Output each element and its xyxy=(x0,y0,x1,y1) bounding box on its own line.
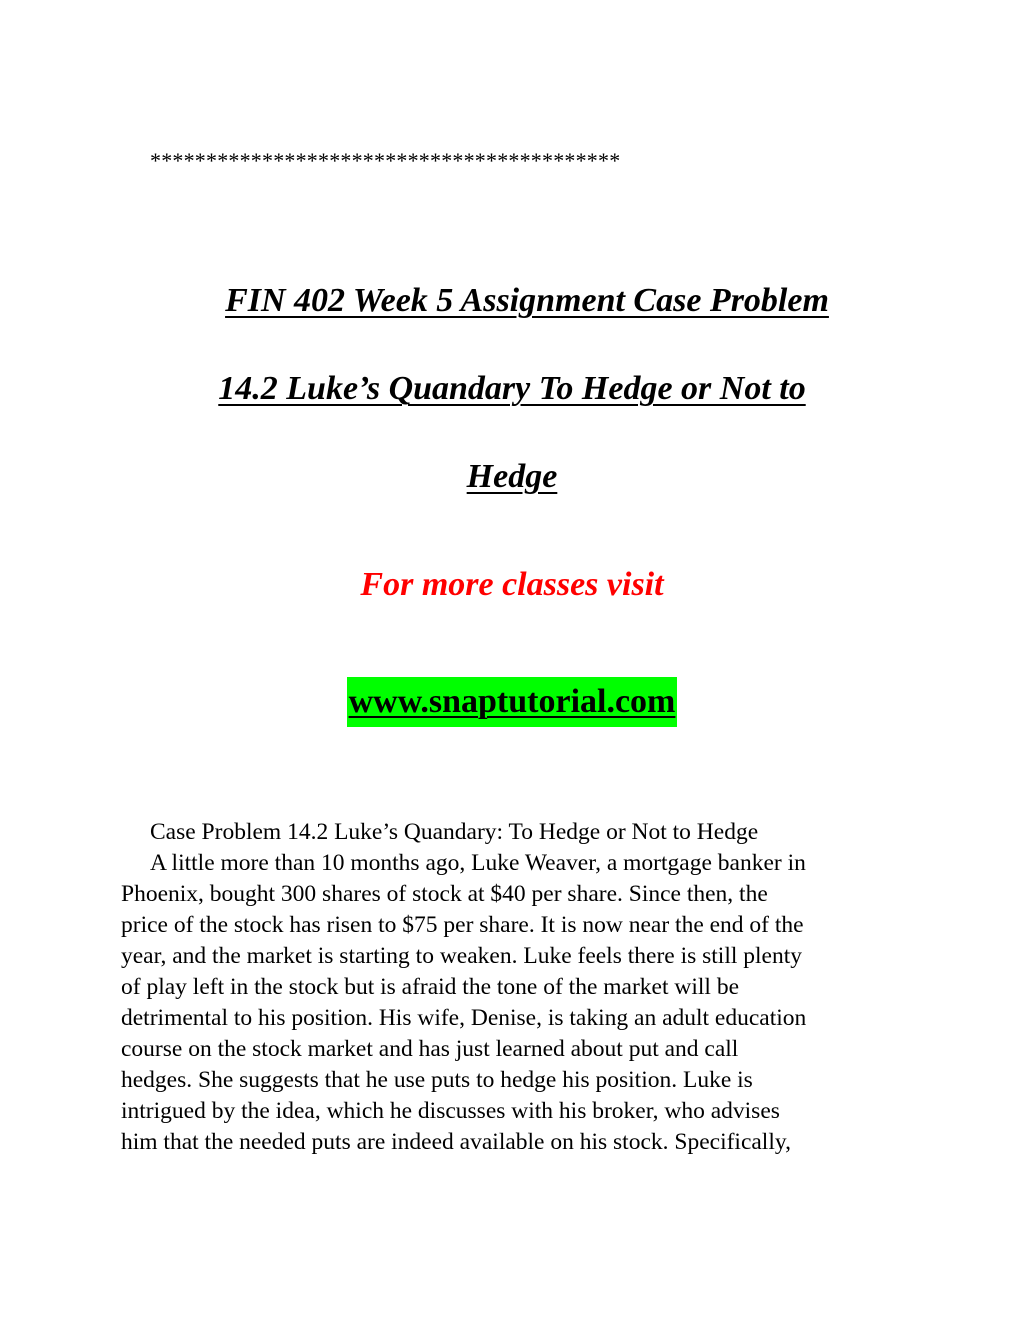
body-line: price of the stock has risen to $75 per share. It is now near the end of the xyxy=(121,912,804,938)
case-body xyxy=(121,817,911,1158)
promo-url-container xyxy=(0,677,1024,727)
body-line: him that the needed puts are indeed available on his stock. Specifically, xyxy=(121,1129,791,1155)
body-line: hedges. She suggests that he use puts to hedge his position. Luke is xyxy=(121,1067,753,1093)
promo-visit-text: For more classes visit xyxy=(360,566,664,603)
title-line-2: 14.2 Luke’s Quandary To Hedge or Not to xyxy=(218,370,806,407)
title-line-1: FIN 402 Week 5 Assignment Case Problem xyxy=(225,282,829,319)
body-line: course on the stock market and has just learned about put and call xyxy=(121,1036,739,1062)
body-line: of play left in the stock but is afraid the tone of the market will be xyxy=(121,974,739,1000)
body-line: year, and the market is starting to weaken. Luke feels there is still plenty xyxy=(121,943,802,969)
title-line-3: Hedge xyxy=(466,458,558,495)
asterisk-divider: ****************************************** xyxy=(150,148,621,173)
body-line: detrimental to his position. His wife, Denise, is taking an adult education xyxy=(121,1005,807,1031)
body-line: A little more than 10 months ago, Luke Weaver, a mortgage banker in xyxy=(150,850,806,876)
body-line: Phoenix, bought 300 shares of stock at $40 per share. Since then, the xyxy=(121,881,768,907)
promo-url-link[interactable]: www.snaptutorial.com xyxy=(347,677,678,727)
body-line: intrigued by the idea, which he discusses with his broker, who advises xyxy=(121,1098,780,1124)
case-heading: Case Problem 14.2 Luke’s Quandary: To Hedge or Not to Hedge xyxy=(150,819,759,845)
